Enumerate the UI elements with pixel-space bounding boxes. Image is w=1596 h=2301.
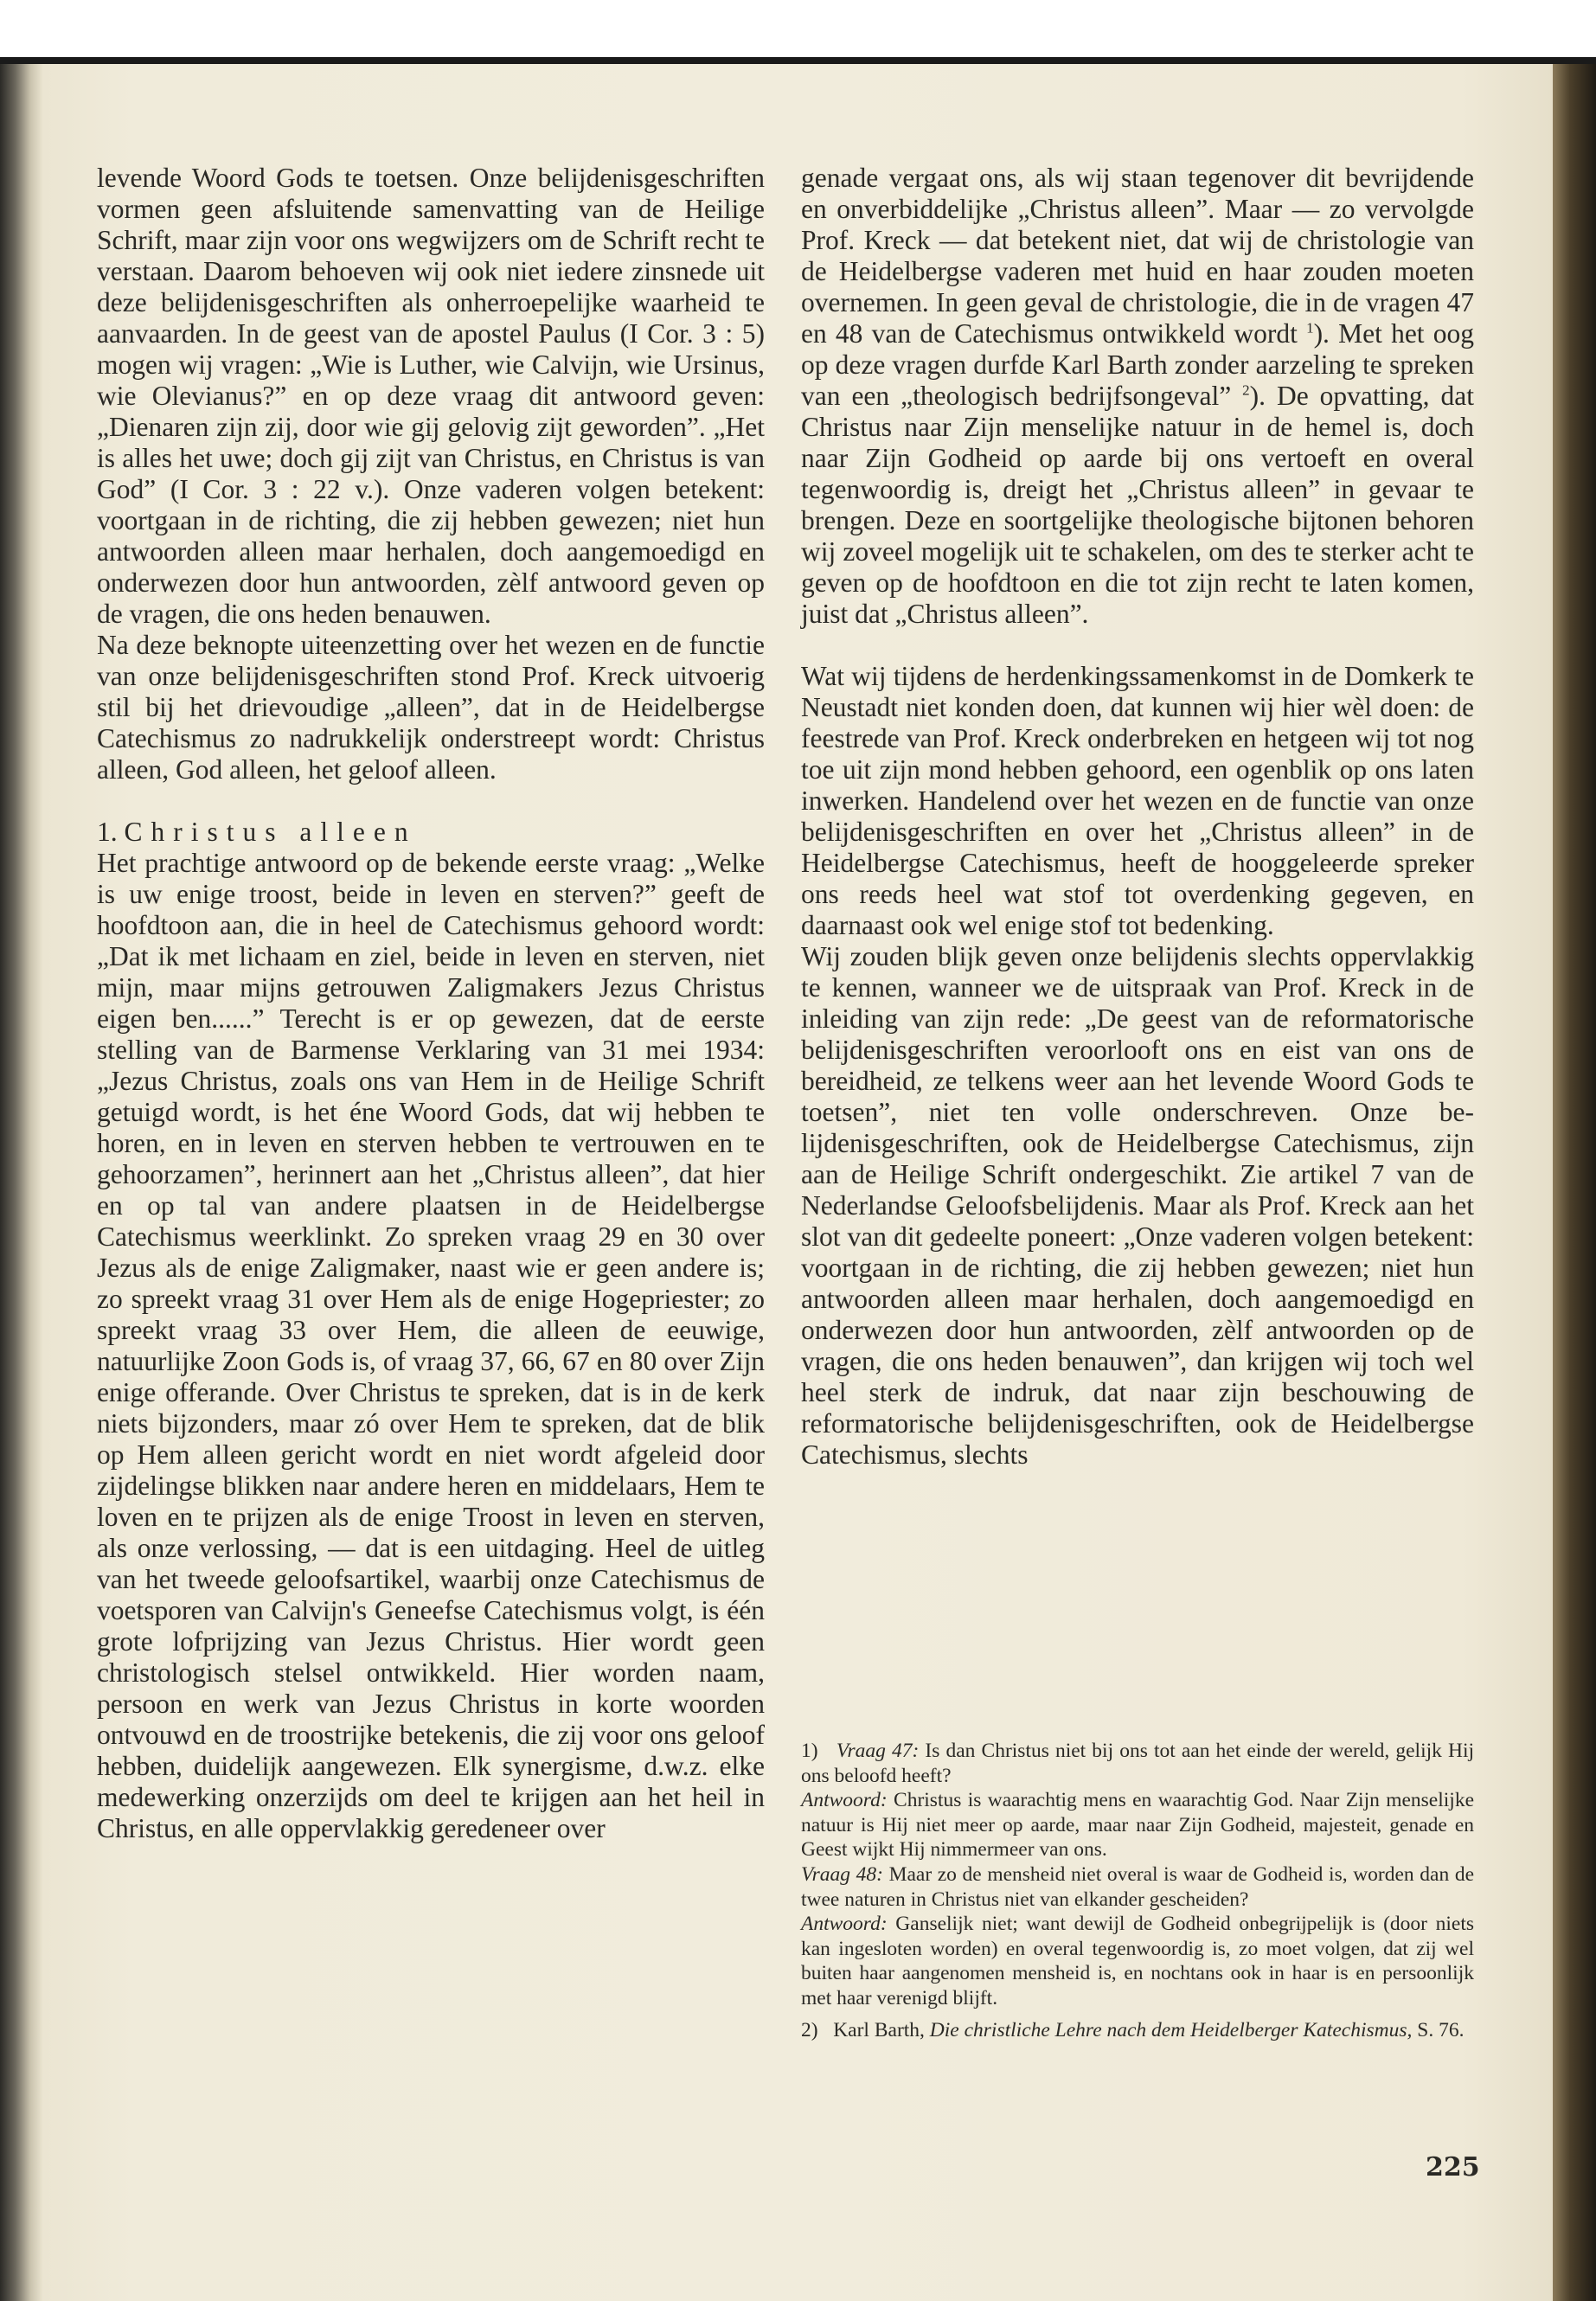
- right-p1-part-b: ). Met het oog op deze vragen durfde Karl Barth zonder aarzeling te spreken van een „theologisch bedrijfsongeval”: [801, 318, 1475, 411]
- footnote-text-antwoord-47: Christus is waarachtig mens en waarachtig God. Naar Zijn menselijke natuur is Hij niet meer op aarde, maar naar Zijn Godheid, majesteit, genade en Geest wijkt Hij nimmermeer van ons.: [801, 1789, 1474, 1862]
- footnote-label-antwoord-47: Antwoord:: [801, 1789, 888, 1812]
- footnote-1-answer-48: [801, 1912, 1474, 2010]
- footnote-2-title: Die christliche Lehre nach dem Heidelberger Katechismus,: [929, 2018, 1413, 2041]
- left-column: [97, 163, 765, 1844]
- footnote-label-antwoord-48: Antwoord:: [801, 1913, 888, 1936]
- book-cover-edge: [1553, 64, 1596, 2301]
- footnote-mark-1: 1): [801, 1740, 818, 1762]
- page-number: 225: [1426, 2152, 1480, 2182]
- section-number: 1.: [97, 817, 118, 847]
- scan-top-margin: [0, 0, 1596, 57]
- footnote-ref-2: 2: [1242, 381, 1250, 399]
- section-text: Het prachtige antwoord op de bekende eerste vraag: „Welke is uw enige troost, beide in leven en sterven?” geeft de hoofdtoon aan, die in heel de Catechismus gehoord wordt: „Dat ik met lichaam en ziel, beide in leven en sterven, niet mijn, maar mijns getrouwen Zaligmakers Jezus Christus eigen ben......” Terecht is er op gewezen, dat de eerste stelling van de Barmense Verklaring van 31 mei 1934: „Jezus Christus, zoals ons van Hem in de Heilige Schrift getuigd wordt, is het éne Woord Gods, dat wij hebben te horen, en in leven en sterven hebben te vertrouwen en te gehoorzamen”, herinnert aan het „Christus alleen”, dat hier en op tal van andere plaatsen in de Heidelbergse Catechismus weerklinkt. Zo spreken vraag 29 en 30 over Jezus als de enige Zaligmaker, naast wie er geen andere is; zo spreekt vraag 31 over Hem als de enige Hogepriester; zo spreekt vraag 33 over Hem, die alleen de eeuwige, natuurlijke Zoon Gods is, of vraag 37, 66, 67 en 80 over Zijn enige offerande. Over Christus te spreken, dat is in de kerk niets bijzonders, maar zó over Hem te spreken, dat de blik op Hem alleen gericht wordt en niet wordt afgeleid door zijdelingse blikken naar andere heren en middelaars, Hem te loven en te prijzen als de enige Troost in leven en sterven, als onze verlossing, — dat is een uitdaging. Heel de uitleg van het tweede geloofsartikel, waarbij onze Catechismus de voetsporen van Calvijn's Geneefse Catechismus volgt, is één grote lofprijzing van Jezus Christus. Hier wordt geen christologisch stelsel ontwikkeld. Hier worden naam, persoon en werk van Jezus Christus in korte woorden ontvouwd en de troostrijke betekenis, die zij voor ons geloof hebben, duidelijk aangewezen. Elk synergisme, d.w.z. elke medewerking onzerzijds om deel te krijgen aan het heil in Christus, en alle oppervlakkig geredeneer over: [97, 848, 765, 1843]
- left-paragraph-2: Na deze beknopte uiteenzetting over het wezen en de functie van onze belijdenisgeschriften stond Prof. Kreck uitvoerig stil bij het drievoudige „alleen”, dat in de Heidelbergse Catechismus zo nadrukkelijk onderstreept wordt: Christus alleen, God alleen, het geloof alleen.: [97, 630, 765, 785]
- footnote-text-vraag-48: Maar zo de mensheid niet overal is waar de Godheid is, worden dan de twee naturen in Christus niet van elkander gescheiden?: [801, 1862, 1474, 1911]
- right-paragraph-3: Wij zouden blijk geven onze belijdenis slechts oppervlakkig te kennen, wanneer we de uitspraak van Prof. Kreck in de inleiding van zijn rede: „De geest van de reformatorische belijdenisgeschriften veroorlooft ons en eist van ons de bereidheid, ze telkens weer aan het levende Woord Gods te toetsen”, niet ten volle onderschreven. Onze belijdenisgeschriften, ook de Heidelbergse Catechismus, zijn aan de Heilige Schrift ondergeschikt. Zie artikel 7 van de Nederlandse Geloofsbelijdenis. Maar als Prof. Kreck aan het slot van dit gedeelte poneert: „Onze vaderen volgen betekent: voortgaan in de richting, die zij hebben gewezen; niet hun antwoorden alleen maar herhalen, doch aangemoedigd en onderwezen door hun antwoorden, zèlf antwoorden op de vragen, die ons heden benauwen”, dan krijgen wij toch wel heel sterk de indruk, dat naar zijn beschouwing de reformatorische belijdenisgeschriften, ook de Heidelbergse Catechismus, slechts: [801, 941, 1474, 1470]
- footnote-2-author: Karl Barth,: [833, 2018, 925, 2041]
- right-paragraph-2: Wat wij tijdens de herdenkingssamenkomst in de Domkerk te Neustadt niet konden doen, dat kunnen wij hier wèl doen: de feestrede van Prof. Kreck onderbreken en hetgeen wij tot nog toe uit zijn mond hebben gehoord, een ogenblik op ons laten inwerken. Handelend over het wezen en de functie van onze belijdenisgeschriften en over het „Christus alleen” in de Heidelbergse Catechismus, heeft de hooggeleerde spreker ons reeds heel wat stof tot overdenking gegeven, en daarnaast ook wel enige stof tot bedenking.: [801, 661, 1474, 940]
- footnote-text-vraag-47: Is dan Christus niet bij ons tot aan het einde der wereld, gelijk Hij ons beloofd heeft?: [801, 1740, 1475, 1787]
- book-spine-shadow: [0, 64, 43, 2301]
- section-title: Christus alleen: [124, 817, 417, 847]
- footnote-2-page: S. 76.: [1417, 2018, 1465, 2041]
- footnote-1-answer-47: [801, 1788, 1474, 1862]
- footnote-label-vraag-48: Vraag 48:: [801, 1862, 883, 1886]
- footnote-1-question-47: [801, 1739, 1474, 1788]
- scan-top-edge: [0, 57, 1596, 64]
- footnote-text-antwoord-48: Ganselijk niet; want dewijl de Godheid onbegrijpelijk is (door niets kan ingesloten worden) en overal tegenwoordig is, zo moet volgen, dat zij wel buiten haar aangenomen mensheid is, en nochtans ook in haar is en persoonlijk met haar verenigd blijft.: [801, 1913, 1475, 2009]
- right-p1-part-a: genade vergaat ons, als wij staan tegenover dit bevrijdende en onverbiddelijke „Christus alleen”. Maar — zo vervolgde Prof. Kreck — dat betekent niet, dat wij de christologie van de Heidelbergse vaderen met huid en haar zouden moeten overnemen. In geen geval de christologie, die in de vragen 47 en 48 van de Catechismus ontwikkeld wordt: [801, 163, 1474, 349]
- footnote-mark-2: 2): [801, 2018, 818, 2041]
- right-column: [801, 163, 1474, 1471]
- right-p1-part-c: ). De opvatting, dat Christus naar Zijn menselijke natuur in de hemel is, doch naar Zijn Godheid op aarde bij ons vertoeft en overal tegenwoordig is, dreigt het „Christus alleen” in gevaar te brengen. Deze en soortgelijke theologische bijtonen behoren wij zoveel mogelijk uit te schakelen, om des te sterker acht te geven op de hoofdtoon en die tot zijn recht te laten komen, juist dat „Christus alleen”.: [801, 381, 1474, 629]
- right-paragraph-1: [801, 163, 1474, 630]
- footnote-2: [801, 2018, 1474, 2043]
- footnotes: [801, 1739, 1474, 2042]
- section-heading: [97, 817, 765, 848]
- footnote-ref-1: 1: [1306, 319, 1314, 336]
- left-paragraph-1: levende Woord Gods te toetsen. Onze belijdenisgeschriften vormen geen afsluitende samenvatting van de Heilige Schrift, maar zijn voor ons wegwijzers om de Schrift recht te verstaan. Daarom behoeven wij ook niet iedere zinsnede uit deze belijdenisgeschriften als onherroepelijke waarheid te aanvaarden. In de geest van de apostel Paulus (I Cor. 3 : 5) mogen wij vragen: „Wie is Luther, wie Calvijn, wie Ursinus, wie Olevianus?” en op deze vraag dit antwoord geven: „Dienaren zijn zij, door wie gij gelovig zijt geworden”. „Het is alles het uwe; doch gij zijt van Christus, en Christus is van God” (I Cor. 3 : 22 v.). Onze vaderen volgen betekent: voortgaan in de richting, die zij hebben gewezen; niet hun antwoorden alleen maar herhalen, doch aangemoedigd en onderwezen door hun antwoorden, zèlf antwoord geven op de vragen, die ons heden benauwen.: [97, 163, 765, 629]
- footnote-label-vraag-47: Vraag 47:: [836, 1740, 920, 1762]
- footnote-1-question-48: [801, 1862, 1474, 1912]
